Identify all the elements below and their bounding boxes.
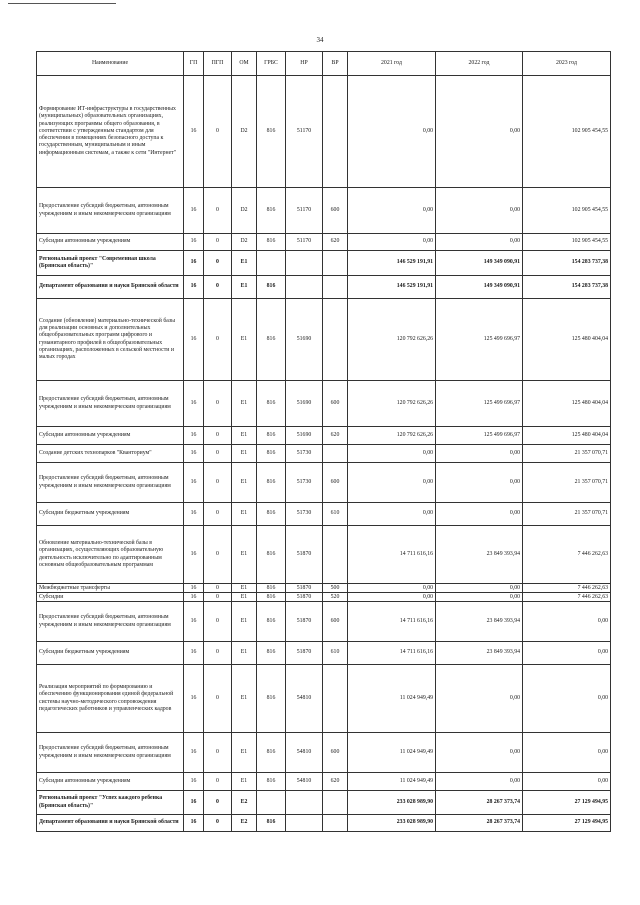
cell-grbs: 816: [257, 526, 286, 584]
cell-grbs: 816: [257, 188, 286, 234]
table-row: [37, 445, 611, 463]
cell-y2023: 7 446 262,63: [523, 593, 611, 602]
cell-y2021: 14 711 616,16: [348, 526, 436, 584]
cell-gp: 16: [184, 526, 204, 584]
cell-nr: 51730: [286, 445, 323, 463]
header-2021: 2021 год: [348, 52, 436, 76]
cell-y2023: 125 480 404,04: [523, 299, 611, 381]
cell-vr: 620: [323, 427, 348, 445]
cell-grbs: 816: [257, 733, 286, 773]
cell-grbs: 816: [257, 815, 286, 832]
table-row: [37, 642, 611, 665]
cell-y2023: 0,00: [523, 733, 611, 773]
cell-vr: [323, 299, 348, 381]
cell-name: Региональный проект "Успех каждого ребенка (Брянская область)": [37, 791, 184, 815]
cell-vr: [323, 276, 348, 299]
cell-y2022: 0,00: [436, 463, 523, 503]
cell-y2022: 0,00: [436, 773, 523, 791]
cell-om: E1: [232, 463, 257, 503]
cell-y2023: 0,00: [523, 773, 611, 791]
cell-y2022: 0,00: [436, 234, 523, 251]
table-row: [37, 584, 611, 593]
cell-y2022: 125 499 696,97: [436, 427, 523, 445]
cell-y2022: 23 849 393,94: [436, 642, 523, 665]
cell-pgp: 0: [204, 791, 232, 815]
cell-name: Межбюджетные трансферты: [37, 584, 184, 593]
cell-name: Субсидии автономным учреждениям: [37, 427, 184, 445]
cell-y2021: 0,00: [348, 76, 436, 188]
cell-vr: 600: [323, 602, 348, 642]
cell-vr: 520: [323, 593, 348, 602]
cell-y2023: 102 905 454,55: [523, 188, 611, 234]
cell-om: D2: [232, 76, 257, 188]
cell-nr: 51870: [286, 593, 323, 602]
table-row: [37, 773, 611, 791]
cell-nr: 54810: [286, 665, 323, 733]
cell-gp: 16: [184, 276, 204, 299]
cell-vr: [323, 526, 348, 584]
cell-gp: 16: [184, 733, 204, 773]
page-number: 34: [316, 36, 324, 44]
cell-grbs: [257, 251, 286, 276]
cell-nr: 54810: [286, 773, 323, 791]
cell-y2021: 0,00: [348, 234, 436, 251]
cell-y2022: 0,00: [436, 665, 523, 733]
cell-y2021: 0,00: [348, 593, 436, 602]
cell-nr: 51870: [286, 526, 323, 584]
cell-nr: [286, 251, 323, 276]
cell-y2023: 21 357 070,71: [523, 503, 611, 526]
cell-name: Субсидии бюджетным учреждениям: [37, 503, 184, 526]
table-row: [37, 463, 611, 503]
table-row: [37, 76, 611, 188]
cell-om: E1: [232, 381, 257, 427]
cell-y2022: 0,00: [436, 584, 523, 593]
cell-y2023: 7 446 262,63: [523, 584, 611, 593]
cell-vr: 600: [323, 733, 348, 773]
header-2023: 2023 год: [523, 52, 611, 76]
cell-name: Предоставление субсидий бюджетным, автономным учреждениям и иным некоммерческим организациям: [37, 733, 184, 773]
cell-grbs: 816: [257, 463, 286, 503]
cell-y2023: 0,00: [523, 602, 611, 642]
cell-gp: 16: [184, 427, 204, 445]
cell-name: Субсидии автономным учреждениям: [37, 773, 184, 791]
cell-y2021: 146 529 191,91: [348, 276, 436, 299]
cell-pgp: 0: [204, 276, 232, 299]
cell-gp: 16: [184, 463, 204, 503]
cell-y2023: 102 905 454,55: [523, 76, 611, 188]
table-row: [37, 593, 611, 602]
cell-pgp: 0: [204, 773, 232, 791]
cell-om: E1: [232, 593, 257, 602]
header-grbs: ГРБС: [257, 52, 286, 76]
cell-nr: 51170: [286, 234, 323, 251]
cell-vr: [323, 251, 348, 276]
cell-pgp: 0: [204, 593, 232, 602]
cell-y2022: 28 267 373,74: [436, 815, 523, 832]
table-header-row: [37, 52, 611, 76]
cell-name: Формирование ИТ-инфраструктуры в государственных (муниципальных) образовательных организациях, реализующих программы общего образования, в соответствии с утвержденным стандартом для обеспечения в помещениях безопасного доступа к государственным, муниципальным и иным информационным системам, а также к сети "Интернет": [37, 76, 184, 188]
table-row: [37, 188, 611, 234]
table-row: [37, 815, 611, 832]
cell-grbs: 816: [257, 503, 286, 526]
cell-pgp: 0: [204, 665, 232, 733]
cell-vr: 620: [323, 234, 348, 251]
cell-y2021: 0,00: [348, 445, 436, 463]
cell-pgp: 0: [204, 602, 232, 642]
cell-grbs: 816: [257, 584, 286, 593]
cell-name: Субсидии: [37, 593, 184, 602]
cell-nr: 51690: [286, 381, 323, 427]
cell-gp: 16: [184, 251, 204, 276]
cell-gp: 16: [184, 445, 204, 463]
cell-pgp: 0: [204, 445, 232, 463]
cell-nr: 51170: [286, 188, 323, 234]
cell-nr: 51730: [286, 503, 323, 526]
cell-y2022: 23 849 393,94: [436, 602, 523, 642]
cell-pgp: 0: [204, 463, 232, 503]
table-row: [37, 299, 611, 381]
cell-nr: 51730: [286, 463, 323, 503]
cell-name: Департамент образования и науки Брянской области: [37, 815, 184, 832]
cell-grbs: 816: [257, 602, 286, 642]
cell-nr: [286, 276, 323, 299]
cell-grbs: 816: [257, 642, 286, 665]
header-pgp: ПГП: [204, 52, 232, 76]
cell-nr: 54810: [286, 733, 323, 773]
cell-om: E1: [232, 584, 257, 593]
cell-pgp: 0: [204, 188, 232, 234]
cell-nr: [286, 815, 323, 832]
cell-pgp: 0: [204, 526, 232, 584]
cell-y2022: 0,00: [436, 593, 523, 602]
cell-y2021: 120 792 626,26: [348, 427, 436, 445]
cell-grbs: 816: [257, 427, 286, 445]
cell-nr: 51870: [286, 642, 323, 665]
cell-gp: 16: [184, 593, 204, 602]
cell-y2022: 0,00: [436, 445, 523, 463]
budget-table: [36, 51, 611, 832]
cell-pgp: 0: [204, 251, 232, 276]
cell-y2022: 0,00: [436, 503, 523, 526]
cell-nr: 51690: [286, 427, 323, 445]
cell-name: Субсидии бюджетным учреждениям: [37, 642, 184, 665]
header-vr: ВР: [323, 52, 348, 76]
cell-nr: 51690: [286, 299, 323, 381]
cell-y2021: 120 792 626,26: [348, 299, 436, 381]
cell-y2023: 27 129 494,95: [523, 791, 611, 815]
table-row: [37, 503, 611, 526]
cell-name: Региональный проект "Современная школа (Брянская область)": [37, 251, 184, 276]
top-rule: [8, 3, 116, 4]
cell-y2021: 233 028 989,90: [348, 815, 436, 832]
cell-pgp: 0: [204, 584, 232, 593]
cell-pgp: 0: [204, 299, 232, 381]
table-row: [37, 602, 611, 642]
cell-name: Субсидии автономным учреждениям: [37, 234, 184, 251]
cell-grbs: 816: [257, 76, 286, 188]
cell-y2023: 125 480 404,04: [523, 381, 611, 427]
cell-vr: [323, 815, 348, 832]
cell-gp: 16: [184, 381, 204, 427]
cell-vr: 600: [323, 188, 348, 234]
cell-grbs: 816: [257, 593, 286, 602]
cell-y2021: 0,00: [348, 503, 436, 526]
cell-y2021: 11 024 949,49: [348, 773, 436, 791]
header-2022: 2022 год: [436, 52, 523, 76]
cell-gp: 16: [184, 299, 204, 381]
cell-y2023: 102 905 454,55: [523, 234, 611, 251]
cell-vr: [323, 76, 348, 188]
cell-pgp: 0: [204, 234, 232, 251]
cell-grbs: 816: [257, 381, 286, 427]
table-row: [37, 526, 611, 584]
cell-grbs: [257, 791, 286, 815]
cell-om: E2: [232, 791, 257, 815]
cell-pgp: 0: [204, 815, 232, 832]
cell-nr: [286, 791, 323, 815]
cell-y2023: 21 357 070,71: [523, 445, 611, 463]
table-row: [37, 427, 611, 445]
cell-om: E1: [232, 665, 257, 733]
cell-grbs: 816: [257, 276, 286, 299]
header-nr: НР: [286, 52, 323, 76]
cell-y2021: 233 028 989,90: [348, 791, 436, 815]
cell-y2021: 14 711 616,16: [348, 642, 436, 665]
cell-om: E1: [232, 526, 257, 584]
cell-name: Реализация мероприятий по формированию и обеспечению функционирования единой федеральной системы научно-методического сопровождения педагогических работников и управленческих кадров: [37, 665, 184, 733]
cell-gp: 16: [184, 188, 204, 234]
cell-y2023: 125 480 404,04: [523, 427, 611, 445]
cell-name: Предоставление субсидий бюджетным, автономным учреждениям и иным некоммерческим организациям: [37, 381, 184, 427]
cell-pgp: 0: [204, 427, 232, 445]
cell-vr: 610: [323, 503, 348, 526]
cell-vr: [323, 665, 348, 733]
cell-om: D2: [232, 188, 257, 234]
cell-y2021: 0,00: [348, 188, 436, 234]
cell-y2021: 14 711 616,16: [348, 602, 436, 642]
cell-grbs: 816: [257, 665, 286, 733]
cell-y2022: 23 849 393,94: [436, 526, 523, 584]
table-row: [37, 665, 611, 733]
cell-vr: 610: [323, 642, 348, 665]
header-name: Наименование: [37, 52, 184, 76]
cell-om: D2: [232, 234, 257, 251]
cell-y2022: 0,00: [436, 188, 523, 234]
cell-y2023: 154 283 737,38: [523, 276, 611, 299]
cell-gp: 16: [184, 665, 204, 733]
cell-grbs: 816: [257, 445, 286, 463]
cell-om: E1: [232, 503, 257, 526]
cell-vr: 500: [323, 584, 348, 593]
cell-gp: 16: [184, 503, 204, 526]
cell-y2021: 11 024 949,49: [348, 733, 436, 773]
cell-name: Департамент образования и науки Брянской области: [37, 276, 184, 299]
cell-name: Обновление материально-технической базы в организациях, осуществляющих образовательную деятельность исключительно по адаптированным основным общеобразовательным программам: [37, 526, 184, 584]
cell-gp: 16: [184, 815, 204, 832]
table-row: [37, 733, 611, 773]
cell-gp: 16: [184, 76, 204, 188]
cell-om: E1: [232, 445, 257, 463]
cell-pgp: 0: [204, 733, 232, 773]
cell-y2023: 7 446 262,63: [523, 526, 611, 584]
cell-y2021: 0,00: [348, 463, 436, 503]
cell-y2022: 149 349 090,91: [436, 276, 523, 299]
cell-gp: 16: [184, 602, 204, 642]
cell-vr: [323, 791, 348, 815]
cell-om: E1: [232, 733, 257, 773]
cell-vr: 600: [323, 381, 348, 427]
table-row: [37, 791, 611, 815]
cell-y2022: 125 499 696,97: [436, 381, 523, 427]
cell-grbs: 816: [257, 234, 286, 251]
cell-gp: 16: [184, 791, 204, 815]
cell-y2022: 149 349 090,91: [436, 251, 523, 276]
cell-nr: 51870: [286, 602, 323, 642]
cell-om: E1: [232, 251, 257, 276]
cell-y2021: 11 024 949,49: [348, 665, 436, 733]
cell-y2022: 28 267 373,74: [436, 791, 523, 815]
cell-grbs: 816: [257, 299, 286, 381]
cell-y2023: 27 129 494,95: [523, 815, 611, 832]
cell-vr: [323, 445, 348, 463]
cell-y2023: 154 283 737,38: [523, 251, 611, 276]
cell-name: Предоставление субсидий бюджетным, автономным учреждениям и иным некоммерческим организациям: [37, 602, 184, 642]
cell-y2022: 0,00: [436, 733, 523, 773]
table-row: [37, 276, 611, 299]
cell-pgp: 0: [204, 503, 232, 526]
header-gp: ГП: [184, 52, 204, 76]
cell-vr: 600: [323, 463, 348, 503]
cell-om: E1: [232, 427, 257, 445]
table-row: [37, 234, 611, 251]
cell-name: Предоставление субсидий бюджетным, автономным учреждениям и иным некоммерческим организациям: [37, 463, 184, 503]
cell-vr: 620: [323, 773, 348, 791]
cell-om: E2: [232, 815, 257, 832]
cell-om: E1: [232, 773, 257, 791]
cell-name: Создание (обновление) материально-технической базы для реализации основных и дополнительных общеобразовательных программ цифрового и гуманитарного профилей в общеобразовательных организациях, расположенных в сельской местности и малых городах: [37, 299, 184, 381]
cell-gp: 16: [184, 584, 204, 593]
table-row: [37, 251, 611, 276]
cell-name: Предоставление субсидий бюджетным, автономным учреждениям и иным некоммерческим организациям: [37, 188, 184, 234]
header-om: ОМ: [232, 52, 257, 76]
cell-om: E1: [232, 276, 257, 299]
cell-nr: 51870: [286, 584, 323, 593]
cell-om: E1: [232, 642, 257, 665]
cell-y2021: 0,00: [348, 584, 436, 593]
cell-gp: 16: [184, 773, 204, 791]
cell-gp: 16: [184, 642, 204, 665]
cell-pgp: 0: [204, 381, 232, 427]
cell-pgp: 0: [204, 642, 232, 665]
cell-y2023: 0,00: [523, 642, 611, 665]
cell-y2022: 0,00: [436, 76, 523, 188]
cell-om: E1: [232, 299, 257, 381]
cell-y2021: 120 792 626,26: [348, 381, 436, 427]
table-row: [37, 381, 611, 427]
cell-nr: 51170: [286, 76, 323, 188]
cell-om: E1: [232, 602, 257, 642]
cell-name: Создание детских технопарков "Кванториум": [37, 445, 184, 463]
cell-y2023: 0,00: [523, 665, 611, 733]
cell-y2023: 21 357 070,71: [523, 463, 611, 503]
cell-grbs: 816: [257, 773, 286, 791]
cell-pgp: 0: [204, 76, 232, 188]
cell-y2021: 146 529 191,91: [348, 251, 436, 276]
cell-gp: 16: [184, 234, 204, 251]
cell-y2022: 125 499 696,97: [436, 299, 523, 381]
